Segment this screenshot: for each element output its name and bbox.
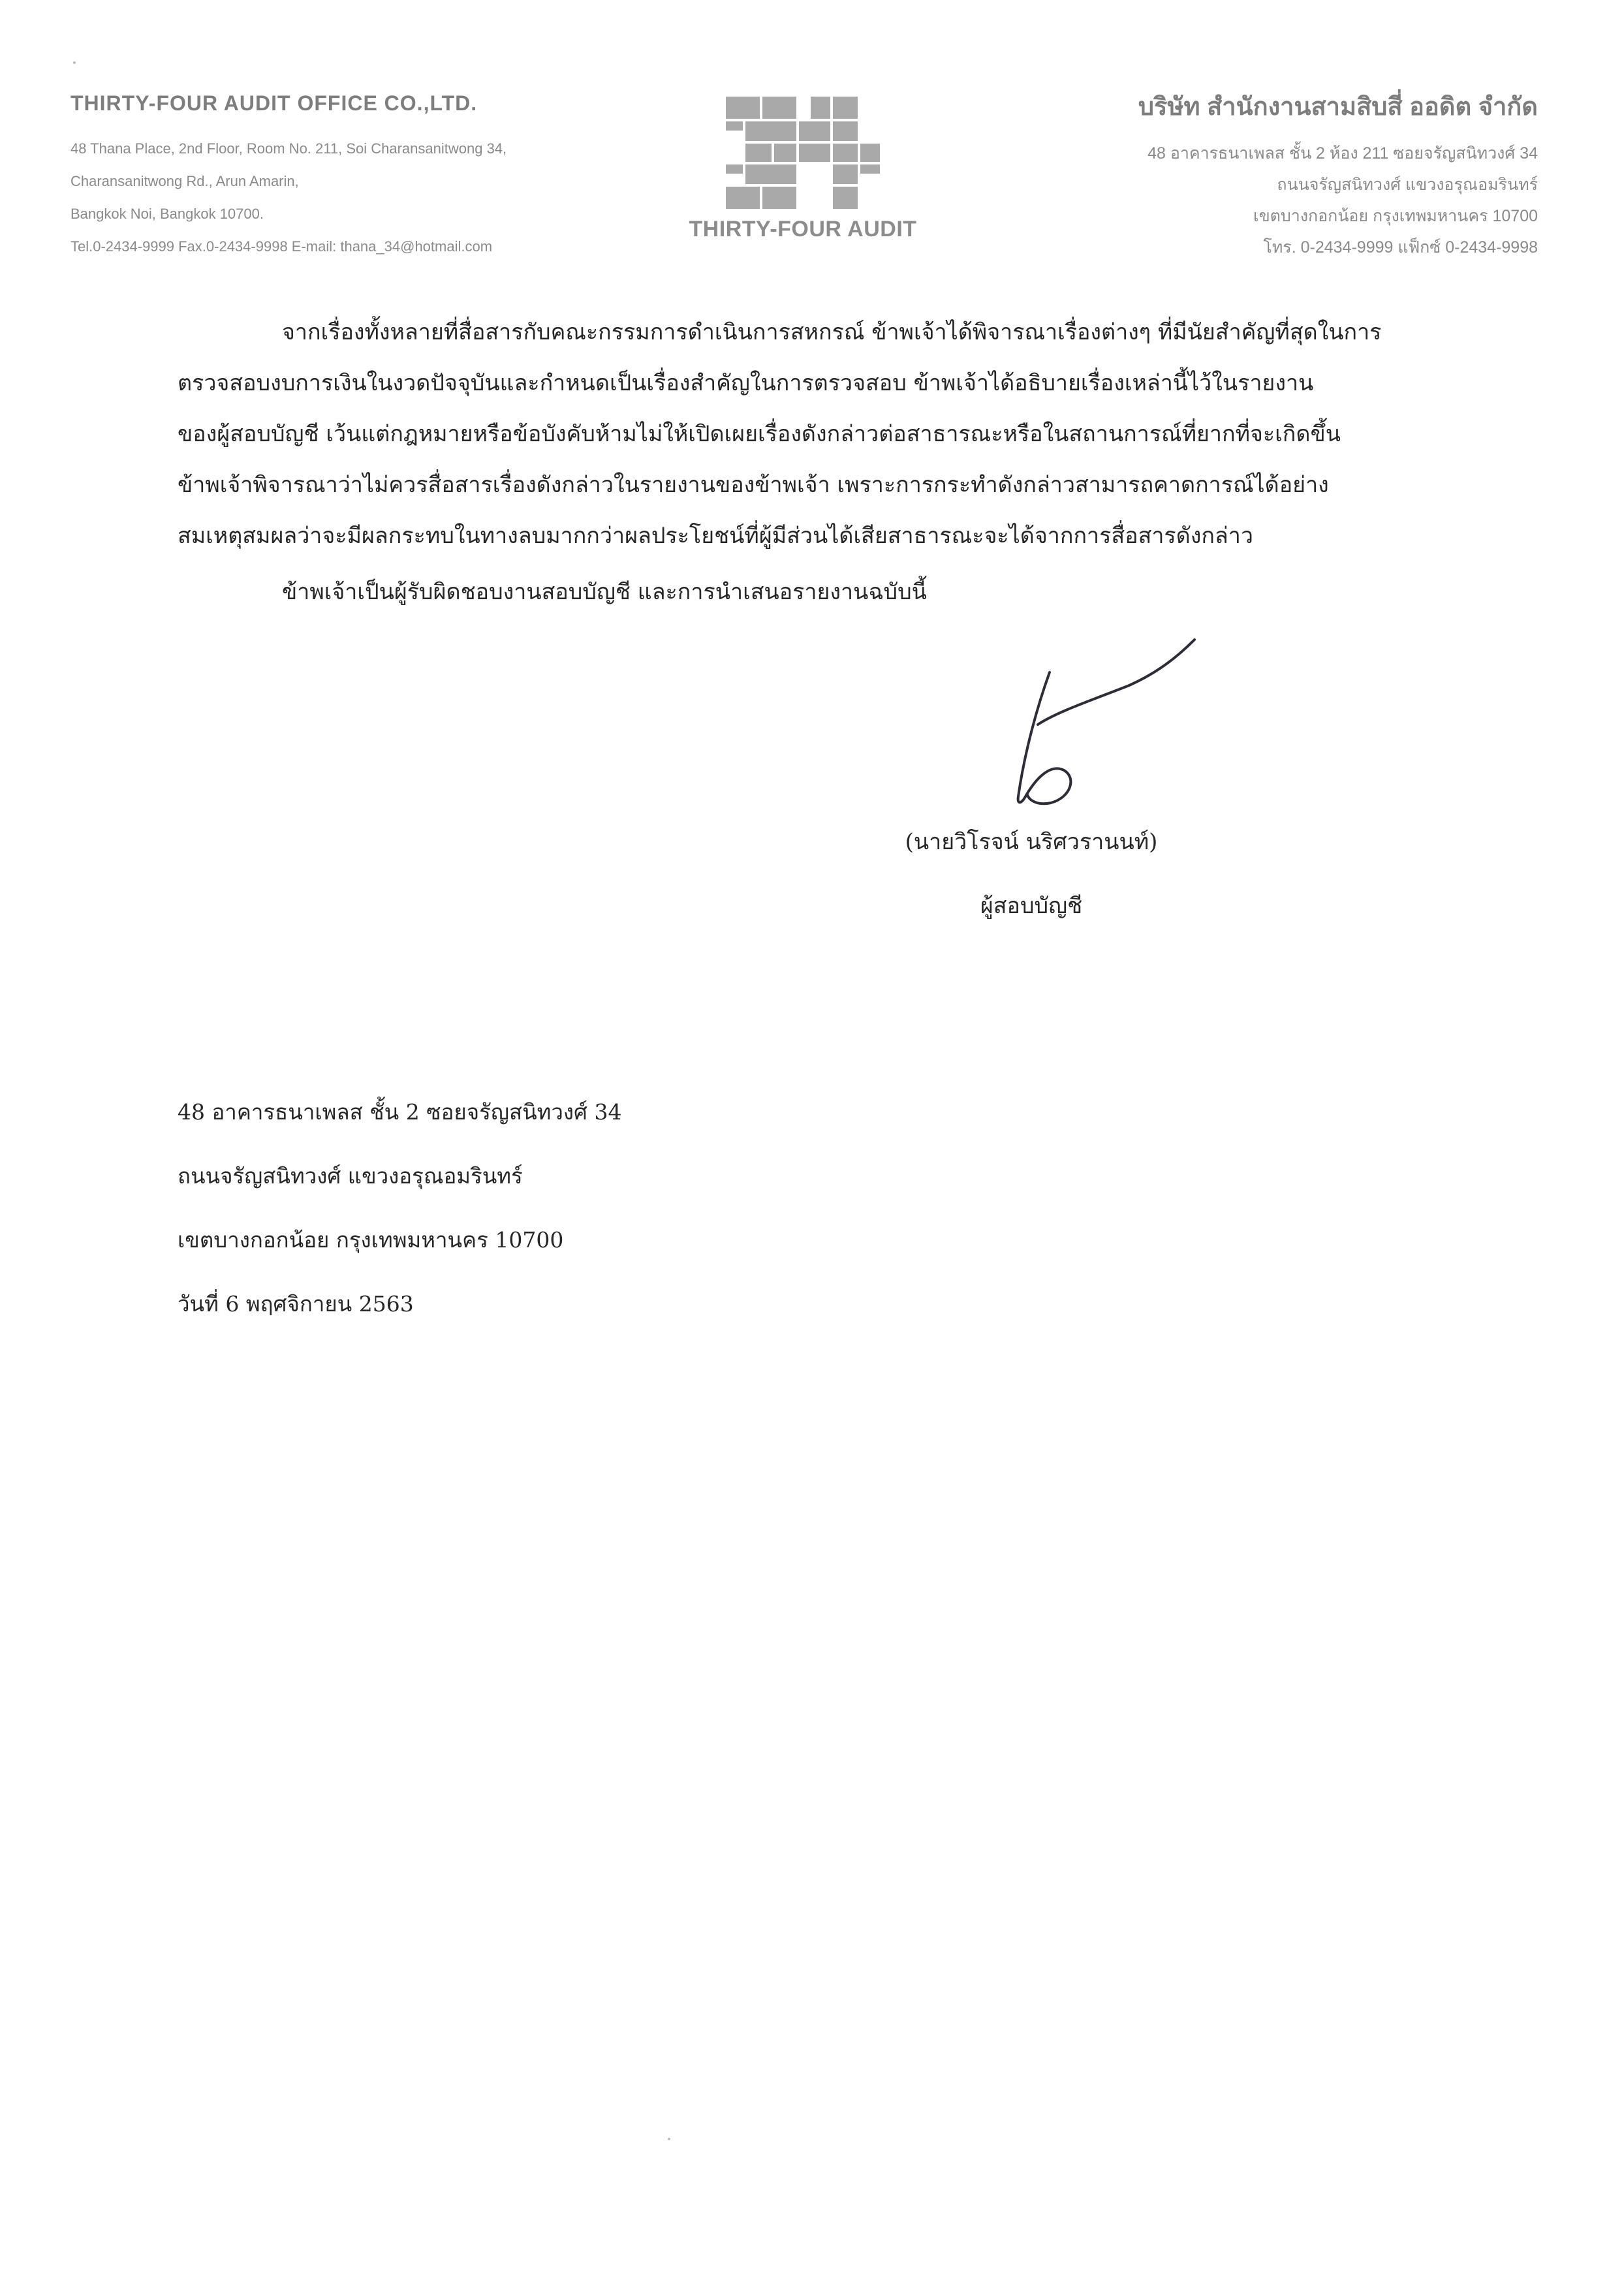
- address-thai-line-1: 48 อาคารธนาเพลส ชั้น 2 ห้อง 211 ซอยจรัญสนิทวงศ์ 34: [1148, 144, 1538, 163]
- letterhead-english: [70, 91, 658, 263]
- paragraph-1-line-4: ข้าพเจ้าพิจารณาว่าไม่ควรสื่อสารเรื่องดังกล่าวในรายงานของข้าพเจ้า เพราะการกระทำดังกล่าวสามารถคาดการณ์ได้อย่าง: [178, 472, 1329, 498]
- company-name-thai: บริษัท สำนักงานสามสิบสี่ ออดิต จำกัด: [1138, 93, 1538, 121]
- scan-speck: [73, 61, 76, 64]
- footer-address-line-2: ถนนจรัญสนิทวงศ์ แขวงอรุณอมรินทร์: [178, 1163, 523, 1189]
- signatory-name: (นายวิโรจน์ นริศวรานนท์): [905, 829, 1158, 855]
- report-body: [178, 307, 1470, 617]
- footer-address-line-1: 48 อาคารธนาเพลส ชั้น 2 ซอยจรัญสนิทวงศ์ 34: [178, 1099, 622, 1125]
- paragraph-1-line-1: จากเรื่องทั้งหลายที่สื่อสารกับคณะกรรมการดำเนินการสหกรณ์ ข้าพเจ้าได้พิจารณาเรื่องต่างๆ ที่มีนัยสำคัญที่สุดในการ: [282, 319, 1382, 345]
- paragraph-1-line-2: ตรวจสอบงบการเงินในงวดปัจจุบันและกำหนดเป็นเรื่องสำคัญในการตรวจสอบ ข้าพเจ้าได้อธิบายเรื่องเหล่านี้ไว้ในรายงาน: [178, 370, 1314, 396]
- paragraph-1-line-3: ของผู้สอบบัญชี เว้นแต่กฎหมายหรือข้อบังคับห้ามไม่ให้เปิดเผยเรื่องดังกล่าวต่อสาธารณะหรือในสถานการณ์ที่ยากที่จะเกิดขึ้น: [178, 421, 1341, 447]
- address-english-line-1: 48 Thana Place, 2nd Floor, Room No. 211, Soi Charansanitwong 34,: [70, 140, 507, 157]
- paragraph-2: ข้าพเจ้าเป็นผู้รับผิดชอบงานสอบบัญชี และการนำเสนอรายงานฉบับนี้: [282, 579, 927, 605]
- address-thai-line-2: ถนนจรัญสนิทวงศ์ แขวงอรุณอมรินทร์: [1277, 176, 1538, 194]
- address-english-line-2: Charansanitwong Rd., Arun Amarin,: [70, 173, 299, 189]
- company-logo: [672, 91, 933, 248]
- footer-address-block: [178, 1080, 621, 1336]
- scan-speck: [668, 2138, 670, 2140]
- contact-thai-line: โทร. 0-2434-9999 แฟ็กซ์ 0-2434-9998: [1263, 238, 1538, 257]
- auditor-signature: [999, 627, 1208, 816]
- report-date: วันที่ 6 พฤศจิกายน 2563: [178, 1291, 414, 1317]
- address-thai-line-3: เขตบางกอกน้อย กรุงเทพมหานคร 10700: [1253, 207, 1538, 225]
- letterhead-thai: [950, 86, 1538, 263]
- address-english-line-3: Bangkok Noi, Bangkok 10700.: [70, 206, 264, 222]
- paragraph-1-line-5: สมเหตุสมผลว่าจะมีผลกระทบในทางลบมากกว่าผลประโยชน์ที่ผู้มีส่วนได้เสียสาธารณะจะได้จากการสื่อสารดังกล่าว: [178, 523, 1253, 549]
- company-name-english: THIRTY-FOUR AUDIT OFFICE CO.,LTD.: [70, 91, 478, 115]
- logo-caption: THIRTY-FOUR AUDIT: [689, 217, 917, 242]
- contact-english-line: Tel.0-2434-9999 Fax.0-2434-9998 E-mail: thana_34@hotmail.com: [70, 238, 493, 255]
- signatory-title: ผู้สอบบัญชี: [980, 893, 1083, 919]
- footer-address-line-3: เขตบางกอกน้อย กรุงเทพมหานคร 10700: [178, 1227, 564, 1253]
- 34-logo-icon: [726, 97, 880, 209]
